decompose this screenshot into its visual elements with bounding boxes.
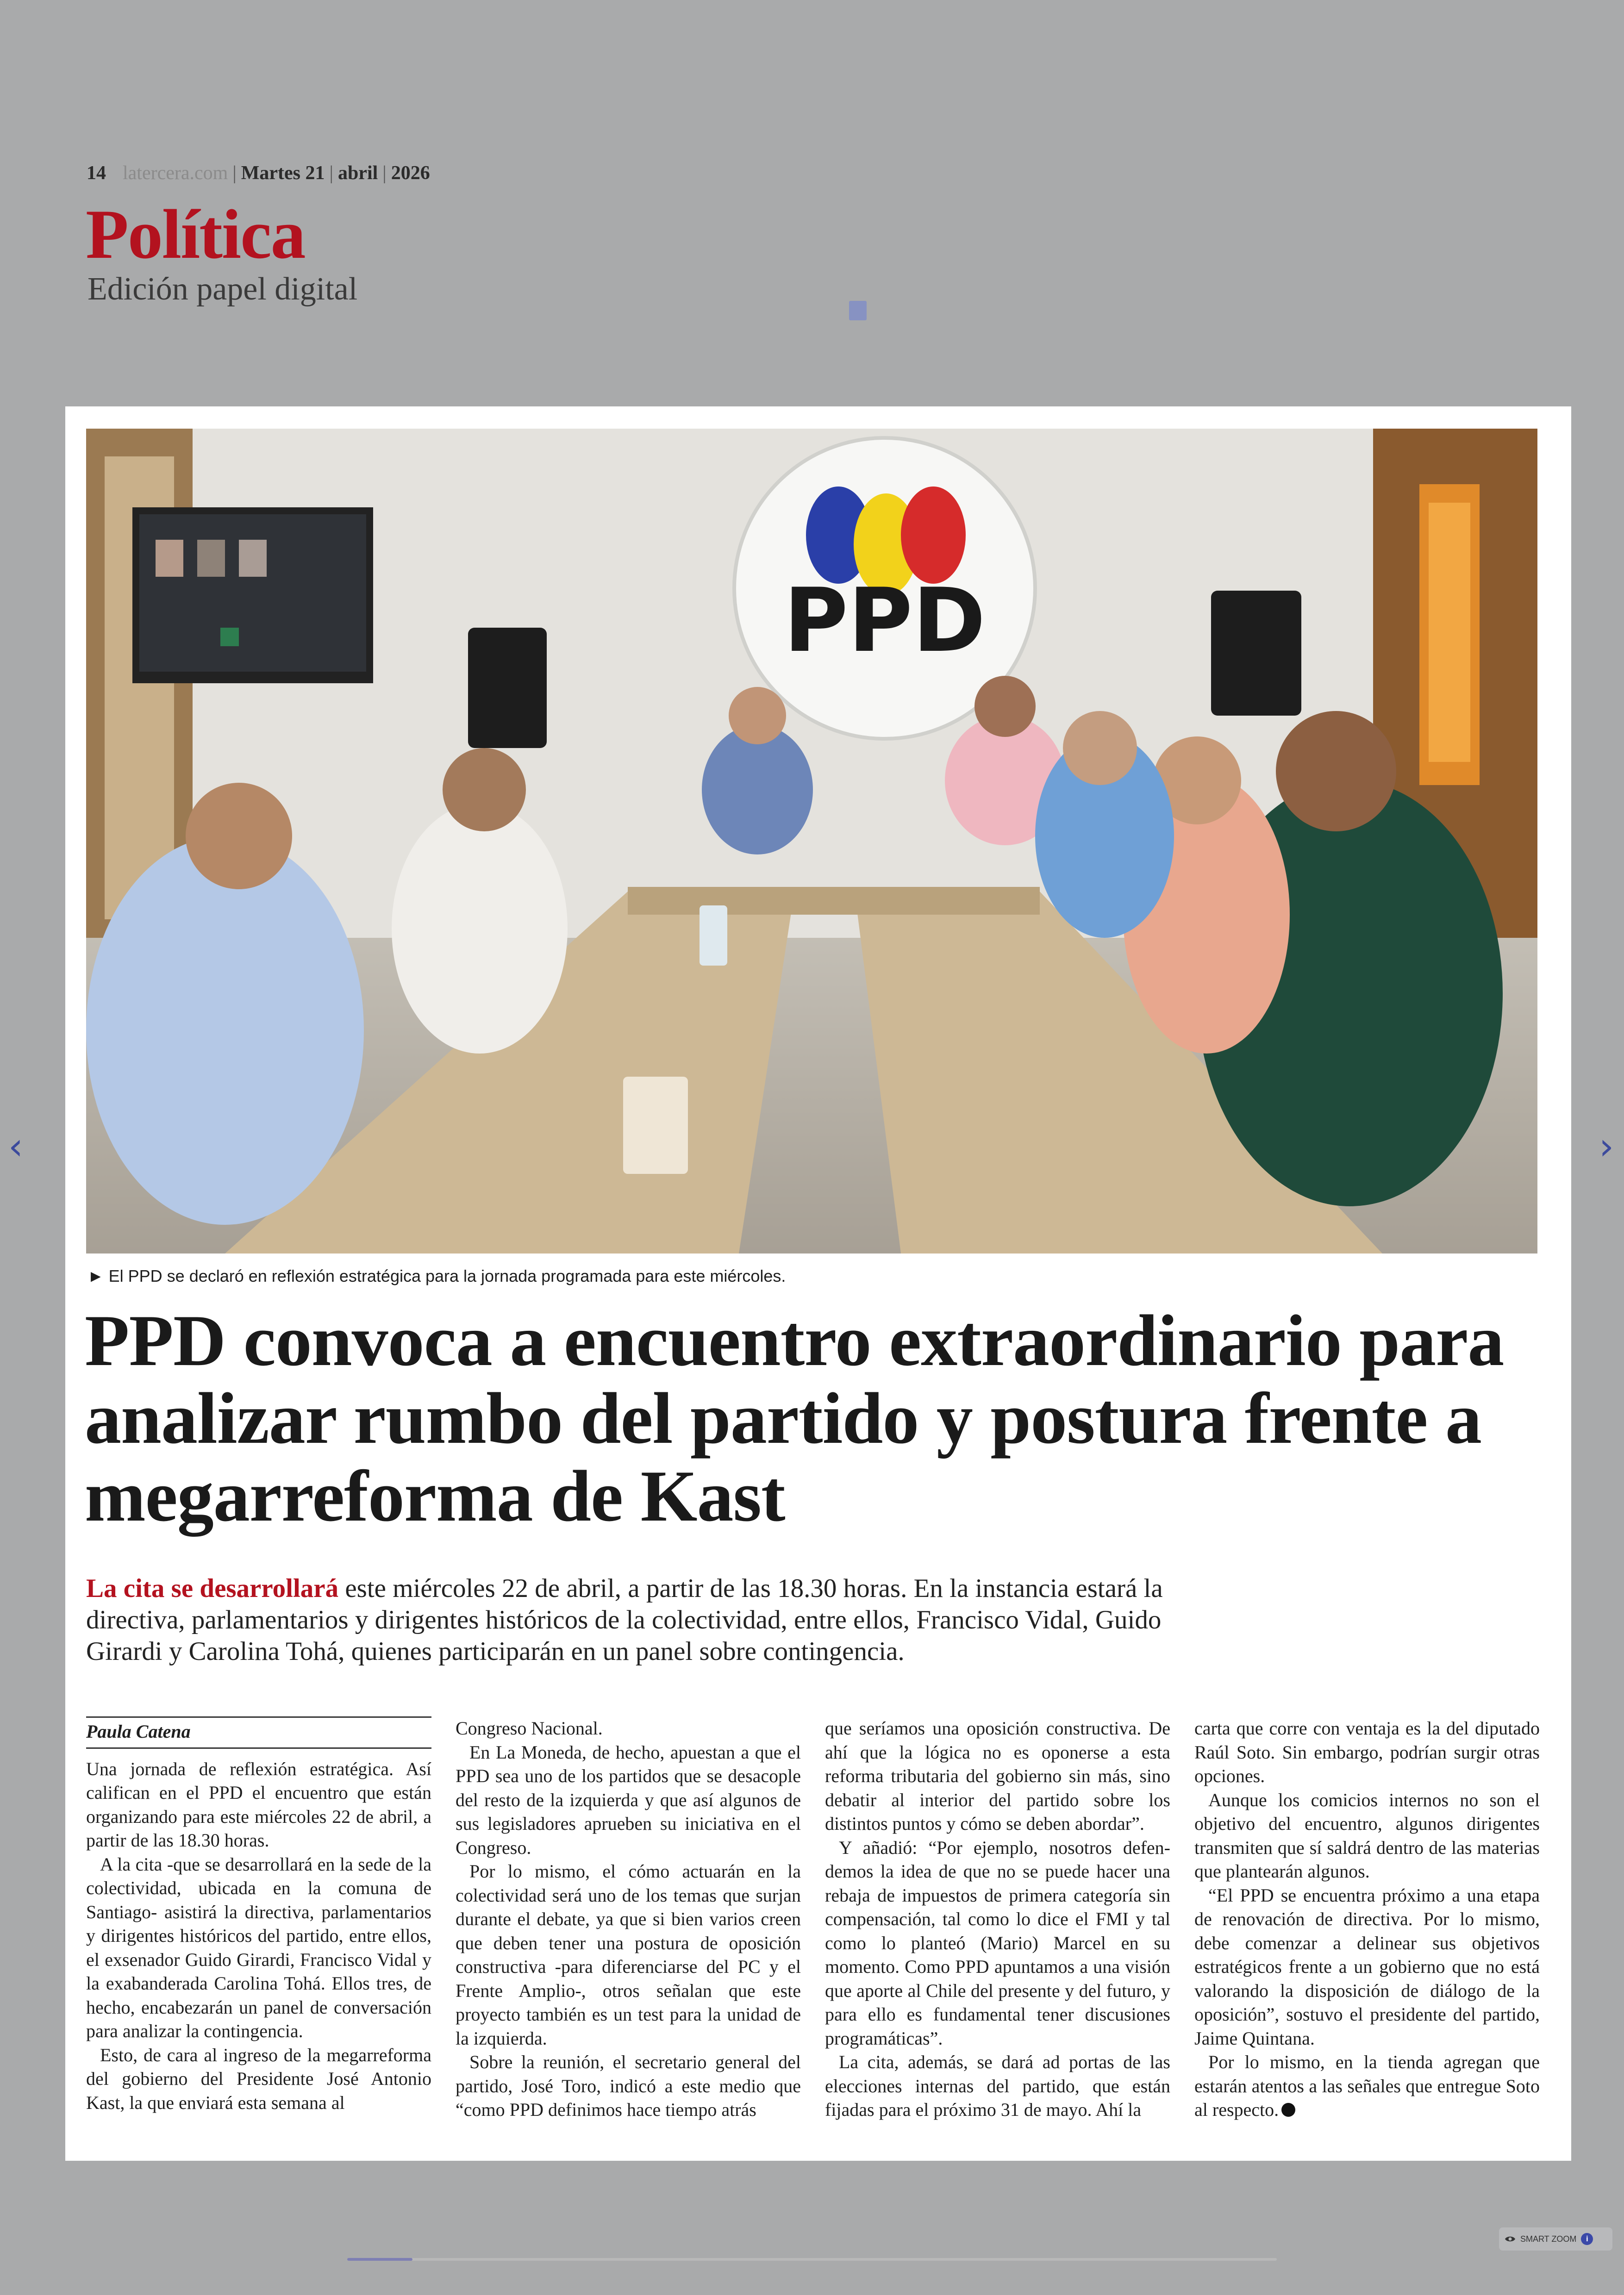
paragraph: que seríamos una oposición constructiva. De ahí que la lógica no es oponerse a esta reforma tributaria del gobierno sin más, sino debatir al interior del partido sobre los distintos puntos y cómo se deben abordar”. xyxy=(825,1718,1170,1834)
byline: Paula Catena xyxy=(86,1716,431,1749)
paragraph: La cita, además, se dará ad portas de las elecciones internas del partido, que están fijadas para el próximo 31 de mayo. Ahí la xyxy=(825,2052,1170,2120)
paragraph: Una jornada de reflexión estratégica. Así califican en el PPD el encuentro que están organizando para este miércoles 22 de abril, a partir de las 18.30 horas. xyxy=(86,1758,431,1851)
last-paragraph-text: Por lo mismo, en la tienda agregan que estarán atentos a las señales que entregue Soto al respecto. xyxy=(1194,2052,1540,2120)
info-icon[interactable]: i xyxy=(1581,2233,1593,2245)
paragraph: Por lo mismo, el cómo actuarán en la colectividad será uno de los temas que surjan durante el debate, ya que si bien varios creen que deben tener una postura de oposición constructiva -para diferenciarse del PC y el Frente Amplio-, otros señalan que este proyecto también es un test para la unidad de la izquierda. xyxy=(456,1861,801,2049)
date-month: abril xyxy=(337,162,378,184)
date-day: Martes 21 xyxy=(241,162,325,184)
smart-zoom-button[interactable] xyxy=(1499,2227,1612,2251)
date-year: 2026 xyxy=(391,162,430,184)
section-title: Política xyxy=(86,195,305,273)
lead-text: este miércoles 22 de abril, a partir de las 18.30 horas. En la instancia estará la directiva, parlamentarios y dirigentes históricos de la colectividad, entre ellos, Francisco Vidal, Guido Girardi y Carolina Tohá, quienes participarán en un panel sobre contingencia. xyxy=(86,1574,1163,1666)
previous-page-button[interactable]: ‹ xyxy=(8,1125,23,1168)
smart-zoom-label: SMART ZOOM xyxy=(1520,2234,1577,2244)
newspaper-page xyxy=(65,406,1571,2161)
article-column-2 xyxy=(456,1716,801,2122)
lead-highlight: La cita se desarrollará xyxy=(86,1574,339,1603)
edition-subtitle: Edición papel digital xyxy=(87,271,358,307)
page-marker-icon[interactable] xyxy=(849,301,867,320)
paragraph: Sobre la reunión, el secretario general del partido, José Toro, indicó a este medio que “como PPD definimos hace tiempo atrás xyxy=(456,2052,801,2120)
paragraph: Congreso Nacional. xyxy=(456,1718,603,1739)
svg-text:PPD: PPD xyxy=(783,569,986,672)
paragraph: Esto, de cara al ingreso de la megarreforma del gobierno del Presidente José Antonio Kast, la que enviará esta semana al xyxy=(86,2044,431,2113)
photo-caption: ► El PPD se declaró en reflexión estratégica para la jornada programada para este miércoles. xyxy=(87,1266,786,1285)
paragraph xyxy=(1194,2050,1540,2122)
paragraph: Y añadió: “Por ejemplo, nosotros defendemos la idea de que no se puede hacer una rebaja de impuestos de primera categoría sin compensación, tal como lo dice el FMI y tal como lo planteó (Mario) Marcel en su momento. Como PPD apuntamos a una visión que aporte al Chile del presente y del futuro, y para ello es fundamental tener discusiones programáticas”. xyxy=(825,1837,1170,2049)
paragraph: “El PPD se encuentra próximo a una etapa de renovación de directiva. Por lo mismo, debe comenzar a delinear sus objetivos estratégicos frente a un gobierno que no está valorando la disposición de diálogo de la oposición”, sostuvo el presidente del partido, Jaime Quintana. xyxy=(1194,1884,1540,2049)
article-lead xyxy=(86,1573,1234,1667)
site-name: latercera.com xyxy=(123,162,228,184)
page-info-line: 14 latercera.com | Martes 21 | abril | 2026 xyxy=(87,162,430,184)
eye-icon xyxy=(1505,2235,1516,2243)
page-progress-fill xyxy=(347,2258,412,2261)
article-headline: PPD convoca a encuentro extraordinario para analizar rumbo del partido y postura frente a megarreforma de Kast xyxy=(85,1300,1504,1537)
article-column-4 xyxy=(1194,1716,1540,2122)
article-photo xyxy=(86,429,1537,1254)
article-column-3 xyxy=(825,1716,1170,2122)
paragraph: carta que corre con ventaja es la del diputado Raúl Soto. Sin embargo, podrían surgir otras opciones. xyxy=(1194,1718,1540,1786)
page-number: 14 xyxy=(87,162,106,184)
next-page-button[interactable]: › xyxy=(1599,1125,1614,1168)
end-of-article-icon xyxy=(1281,2103,1295,2117)
paragraph: Aunque los comicios internos no son el objetivo del encuentro, algunos dirigentes transmiten que sí saldrá dentro de las materias que plantearán algunos. xyxy=(1194,1789,1540,1882)
paragraph: En La Moneda, de hecho, apuestan a que el PPD sea uno de los partidos que se desacople del resto de la izquierda y que así algunos de sus legisladores aprueben su iniciativa en el Congreso. xyxy=(456,1741,801,1858)
paragraph: A la cita -que se desarrollará en la sede de la colectividad, ubicada en la comuna de Santiago- asistirá la directiva, parlamentarios y dirigentes históricos del partido, entre ellos, el exsenador Guido Girardi, Francisco Vidal y la exabanderada Carolina Tohá. Ellos tres, de hecho, encabezarán un panel de conversación para analizar la contingencia. xyxy=(86,1853,431,2041)
article-column-1 xyxy=(86,1716,431,2114)
page-progress-bar[interactable] xyxy=(347,2258,1277,2261)
